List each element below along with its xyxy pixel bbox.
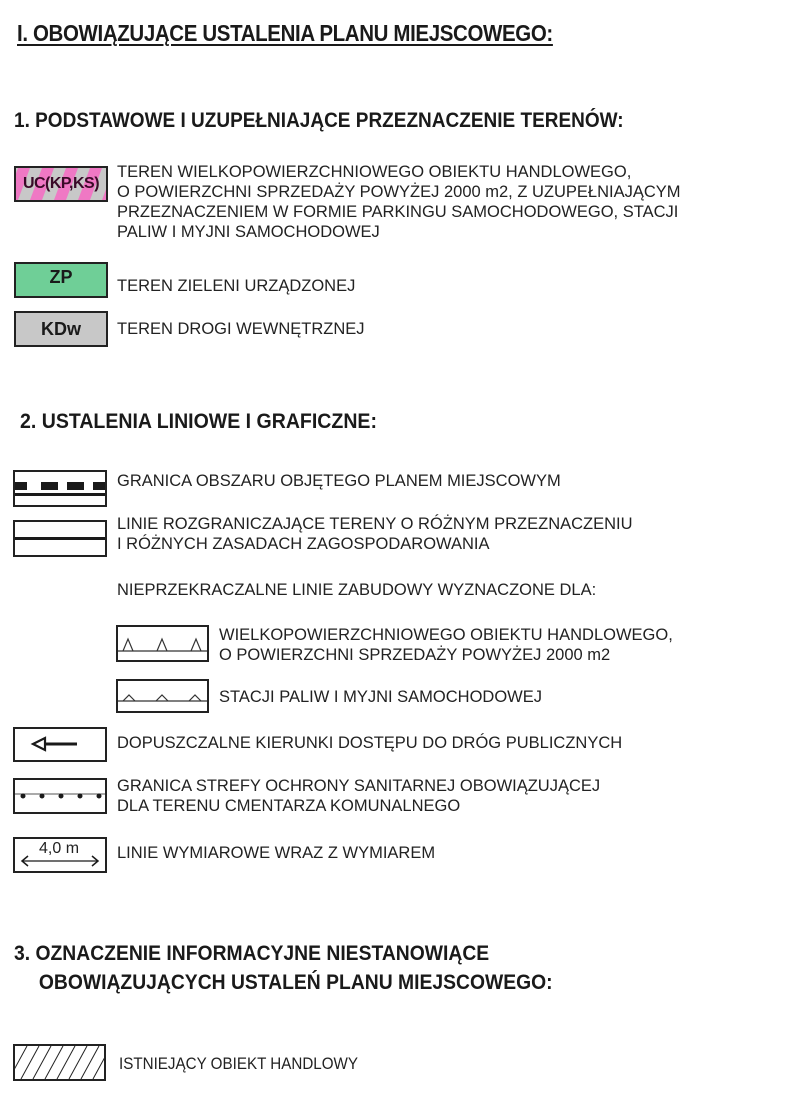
dividing-line-icon (13, 520, 107, 557)
section-2-heading: 2. USTALENIA LINIOWE I GRAFICZNE: (20, 410, 377, 433)
zp-description: TEREN ZIELENI URZĄDZONEJ (117, 277, 356, 295)
building-line-large-triangles-icon (116, 625, 209, 662)
dotted-line-icon (13, 778, 107, 814)
legend-title: I. OBOWIĄZUJĄCE USTALENIA PLANU MIEJSCOWEGO: (17, 20, 553, 46)
dividing-line-description (117, 514, 633, 554)
dimension-value: 4,0 m (39, 840, 80, 857)
building-line-small-triangles-icon (116, 679, 209, 713)
sanitary-zone-description-line: GRANICA STREFY OCHRONY SANITARNEJ OBOWIĄZUJĄCEJ (117, 777, 601, 795)
building-lines-subheading: NIEPRZEKRACZALNE LINIE ZABUDOWY WYZNACZONE DLA: (117, 581, 597, 599)
uc-description-line: TEREN WIELKOPOWIERZCHNIOWEGO OBIEKTU HANDLOWEGO, (117, 163, 632, 181)
section-3-heading (14, 939, 553, 997)
zp-symbol (14, 262, 108, 298)
section-3-heading-line: OBOWIĄZUJĄCYCH USTALEŃ PLANU MIEJSCOWEGO: (38, 971, 553, 994)
sanitary-zone-description-line: DLA TERENU CMENTARZA KOMUNALNEGO (117, 797, 461, 815)
kdw-symbol (14, 311, 108, 347)
plan-boundary-description: GRANICA OBSZARU OBJĘTEGO PLANEM MIEJSCOWYM (117, 472, 561, 490)
uc-description (117, 162, 681, 242)
arrow-left-icon (13, 727, 107, 762)
building-line-large-description (219, 625, 673, 665)
dimension-description: LINIE WYMIAROWE WRAZ Z WYMIAREM (117, 844, 436, 862)
zp-code: ZP (49, 266, 73, 287)
section-1-heading: 1. PODSTAWOWE I UZUPEŁNIAJĄCE PRZEZNACZENIE TERENÓW: (14, 109, 624, 132)
existing-store-description: ISTNIEJĄCY OBIEKT HANDLOWY (119, 1055, 358, 1073)
dimension-line-icon (13, 837, 107, 873)
plan-boundary-icon (13, 470, 107, 507)
building-line-large-description-line: WIELKOPOWIERZCHNIOWEGO OBIEKTU HANDLOWEGO, (219, 626, 673, 644)
kdw-code: KDw (41, 318, 81, 339)
dividing-line-description-line: I RÓŻNYCH ZASADACH ZAGOSPODAROWANIA (117, 535, 490, 553)
hatched-box-icon (13, 1044, 106, 1081)
uc-symbol (14, 166, 108, 202)
access-direction-description: DOPUSZCZALNE KIERUNKI DOSTĘPU DO DRÓG PUBLICZNYCH (117, 734, 623, 752)
uc-description-line: PRZEZNACZENIEM W FORMIE PARKINGU SAMOCHODOWEGO, STACJI (117, 203, 679, 221)
uc-code: UC(KP,KS) (22, 175, 100, 192)
section-3-heading-line: 3. OZNACZENIE INFORMACYJNE NIESTANOWIĄCE (14, 942, 490, 965)
uc-description-line: O POWIERZCHNI SPRZEDAŻY POWYŻEJ 2000 m2, Z UZUPEŁNIAJĄCYM (117, 183, 681, 201)
dividing-line-description-line: LINIE ROZGRANICZAJĄCE TERENY O RÓŻNYM PRZEZNACZENIU (117, 515, 633, 533)
sanitary-zone-description (117, 776, 600, 816)
uc-description-line: PALIW I MYJNI SAMOCHODOWEJ (117, 223, 380, 241)
building-line-small-description: STACJI PALIW I MYJNI SAMOCHODOWEJ (219, 688, 542, 706)
kdw-description: TEREN DROGI WEWNĘTRZNEJ (117, 320, 365, 338)
building-line-large-description-line: O POWIERZCHNI SPRZEDAŻY POWYŻEJ 2000 m2 (219, 646, 611, 664)
